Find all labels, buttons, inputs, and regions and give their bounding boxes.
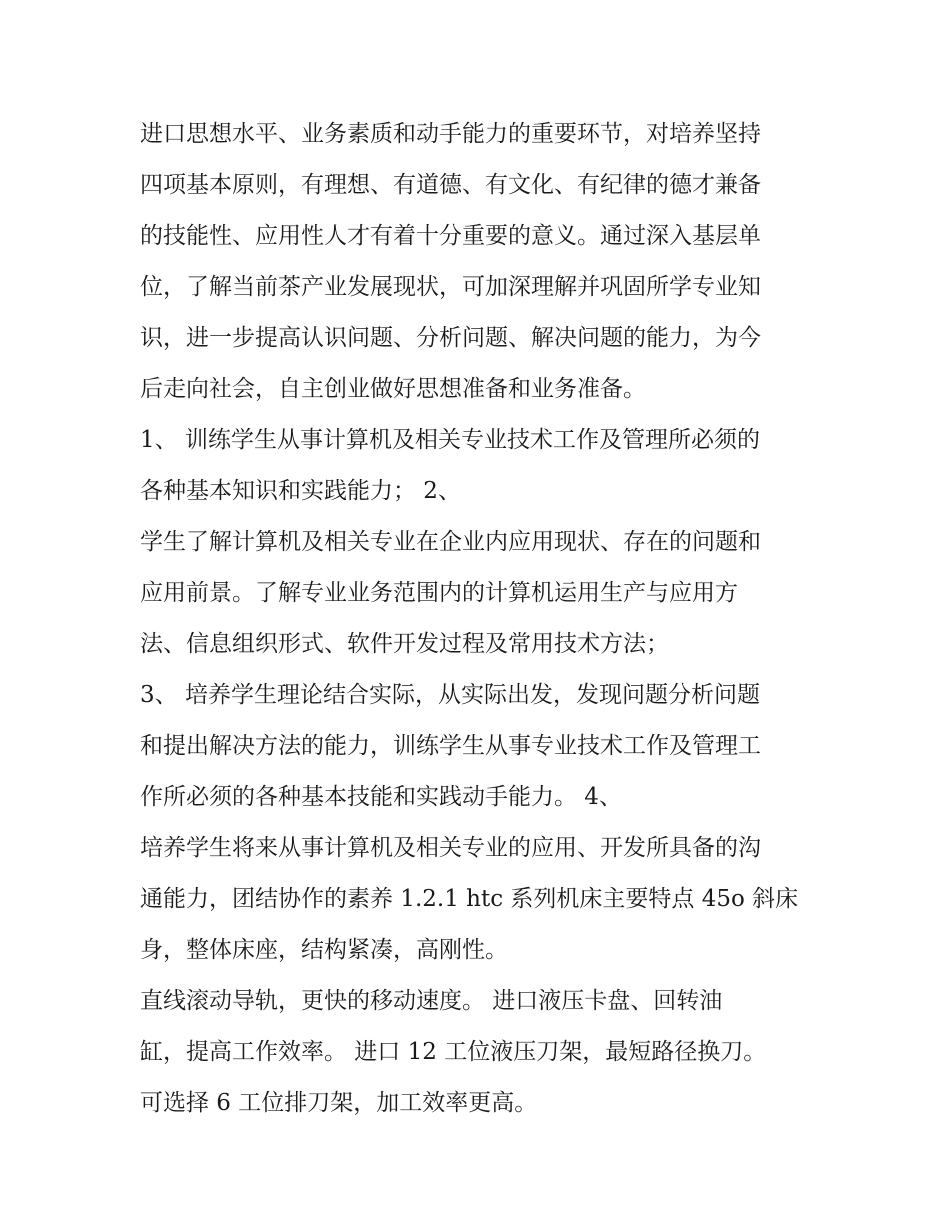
text-line: 位，了解当前茶产业发展现状，可加深理解并巩固所学专业知 — [140, 274, 761, 300]
text-line: 应用前景。了解专业业务范围内的计算机运用生产与应用方 — [140, 580, 738, 606]
text-line: 四项基本原则，有理想、有道德、有文化、有纪律的德才兼备 — [140, 172, 761, 198]
text-line: 3、 培养学生理论结合实际，从实际出发，发现问题分析问题 — [140, 682, 760, 708]
text-line: 进口思想水平、业务素质和动手能力的重要环节，对培养坚持 — [140, 121, 761, 147]
text-line: 各种基本知识和实践能力； 2、 — [140, 478, 461, 504]
text-line: 身，整体床座，结构紧凑，高刚性。 — [140, 937, 508, 963]
text-line: 直线滚动导轨，更快的移动速度。 进口液压卡盘、回转油 — [140, 988, 723, 1014]
text-line: 培养学生将来从事计算机及相关专业的应用、开发所具备的沟 — [140, 835, 761, 861]
text-line: 1、 训练学生从事计算机及相关专业技术工作及管理所必须的 — [140, 427, 760, 453]
text-line: 学生了解计算机及相关专业在企业内应用现状、存在的问题和 — [140, 529, 761, 555]
text-line: 识，进一步提高认识问题、分析问题、解决问题的能力，为今 — [140, 325, 761, 351]
text-line: 可选择 6 工位排刀架，加工效率更高。 — [140, 1090, 538, 1116]
text-line: 后走向社会，自主创业做好思想准备和业务准备。 — [140, 376, 646, 402]
text-line: 法、信息组织形式、软件开发过程及常用技术方法； — [140, 631, 669, 657]
text-line: 和提出解决方法的能力，训练学生从事专业技术工作及管理工 — [140, 733, 761, 759]
document-body — [140, 109, 830, 1129]
text-line: 作所必须的各种基本技能和实践动手能力。 4、 — [140, 784, 622, 810]
text-line: 通能力，团结协作的素养 1.2.1 htc 系列机床主要特点 45o 斜床 — [140, 886, 799, 912]
text-line: 缸，提高工作效率。 进口 12 工位液压刀架，最短路径换刀。 — [140, 1039, 767, 1065]
text-line: 的技能性、应用性人才有着十分重要的意义。通过深入基层单 — [140, 223, 761, 249]
